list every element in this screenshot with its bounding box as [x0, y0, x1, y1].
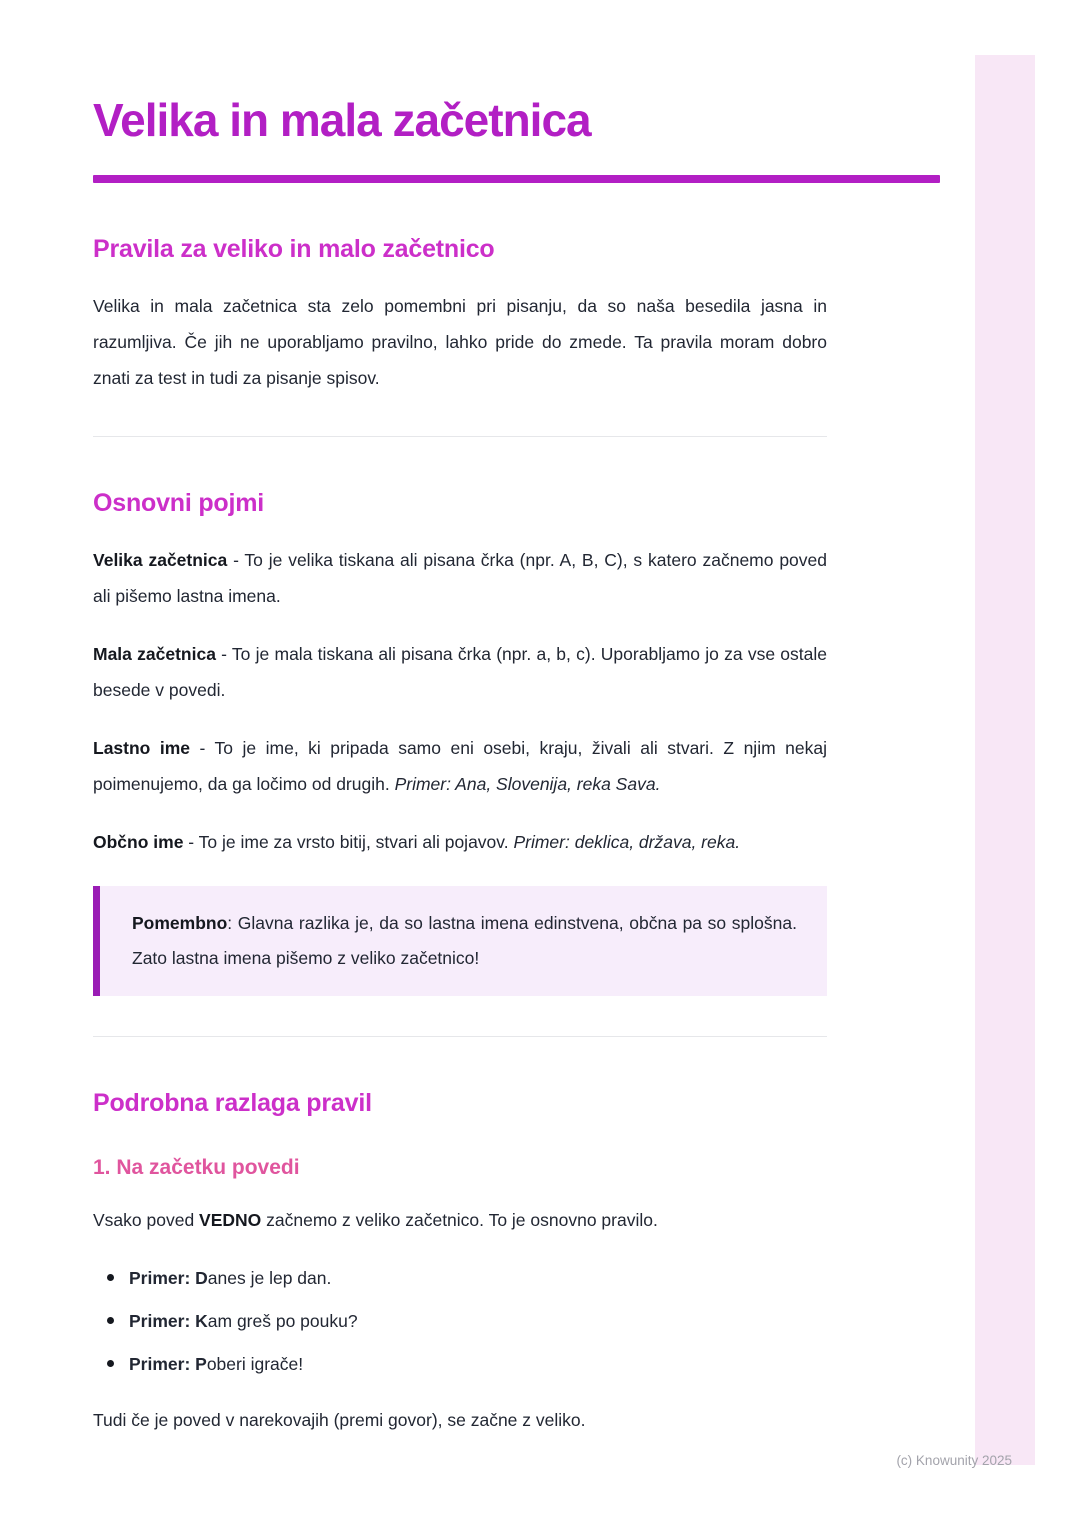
definition-text: - To je ime, ki pripada samo eni osebi, kraju, živali ali stvari. Z njim nekaj poimenujemo, da ga ločimo od drugih. — [93, 737, 827, 794]
examples-list — [93, 1260, 827, 1382]
important-callout — [93, 886, 827, 996]
definition-example: Primer: Ana, Slovenija, reka Sava. — [394, 773, 661, 794]
footer-credit: (c) Knowunity 2025 — [896, 1453, 1012, 1468]
example-rest: oberi igrače! — [206, 1353, 304, 1374]
intro-paragraph: Velika in mala začetnica sta zelo pomembni pri pisanju, da so naša besedila jasna in razumljiva. Če jih ne uporabljamo pravilno, lahko pride do zmede. Ta pravila moram dobro znati za test in tudi za pisanje spisov. — [93, 295, 827, 388]
example-rest: am greš po pouku? — [207, 1310, 358, 1331]
bullet-icon — [107, 1360, 114, 1367]
rule1-intro-post: začnemo z veliko začetnico. To je osnovno pravilo. — [261, 1209, 658, 1230]
page-title: Velika in mala začetnica — [93, 94, 591, 146]
definition-example: Primer: deklica, država, reka. — [513, 831, 741, 852]
example-lead: Primer: K — [129, 1310, 208, 1331]
callout-label: Pomembno — [132, 912, 228, 933]
rule1-intro-pre: Vsako poved — [93, 1209, 200, 1230]
example-item — [107, 1303, 827, 1339]
section-heading-rules: Podrobna razlaga pravil — [93, 1088, 372, 1117]
callout-paragraph — [132, 906, 797, 976]
rule1-intro-paragraph — [93, 1202, 827, 1238]
example-lead: Primer: D — [129, 1267, 208, 1288]
example-lead: Primer: P — [129, 1353, 207, 1374]
section-divider — [93, 436, 827, 437]
title-underline-rule — [93, 175, 940, 183]
definition-text: - To je mala tiskana ali pisana črka (npr. a, b, c). Uporabljamo jo za vse ostale besede v povedi. — [93, 643, 827, 700]
bullet-icon — [107, 1274, 114, 1281]
example-item — [107, 1260, 827, 1296]
definition-lastno-ime — [93, 730, 827, 802]
rule1-intro-emphasis: VEDNO — [199, 1209, 262, 1230]
section-heading-intro: Pravila za veliko in malo začetnico — [93, 234, 495, 263]
definition-term: Občno ime — [93, 831, 184, 852]
rule1-note: Tudi če je poved v narekovajih (premi govor), se začne z veliko. — [93, 1409, 586, 1430]
bullet-icon — [107, 1317, 114, 1324]
definition-text: - To je velika tiskana ali pisana črka (npr. A, B, C), s katero začnemo poved ali pišemo lastna imena. — [93, 549, 827, 606]
subsection-heading-rule1: 1. Na začetku povedi — [93, 1155, 300, 1179]
definition-term: Lastno ime — [93, 737, 191, 758]
definition-obcno-ime — [93, 824, 827, 860]
definition-text: - To je ime za vrsto bitij, stvari ali pojavov. — [183, 831, 514, 852]
definition-term: Velika začetnica — [93, 549, 228, 570]
example-rest: anes je lep dan. — [207, 1267, 332, 1288]
definition-velika-zacetnica — [93, 542, 827, 614]
definition-mala-zacetnica — [93, 636, 827, 708]
section-divider — [93, 1036, 827, 1037]
callout-text: : Glavna razlika je, da so lastna imena edinstvena, občna pa so splošna. Zato lastna imena pišemo z veliko začetnico! — [132, 912, 797, 968]
definition-term: Mala začetnica — [93, 643, 216, 664]
section-heading-concepts: Osnovni pojmi — [93, 488, 265, 517]
example-item — [107, 1346, 827, 1382]
